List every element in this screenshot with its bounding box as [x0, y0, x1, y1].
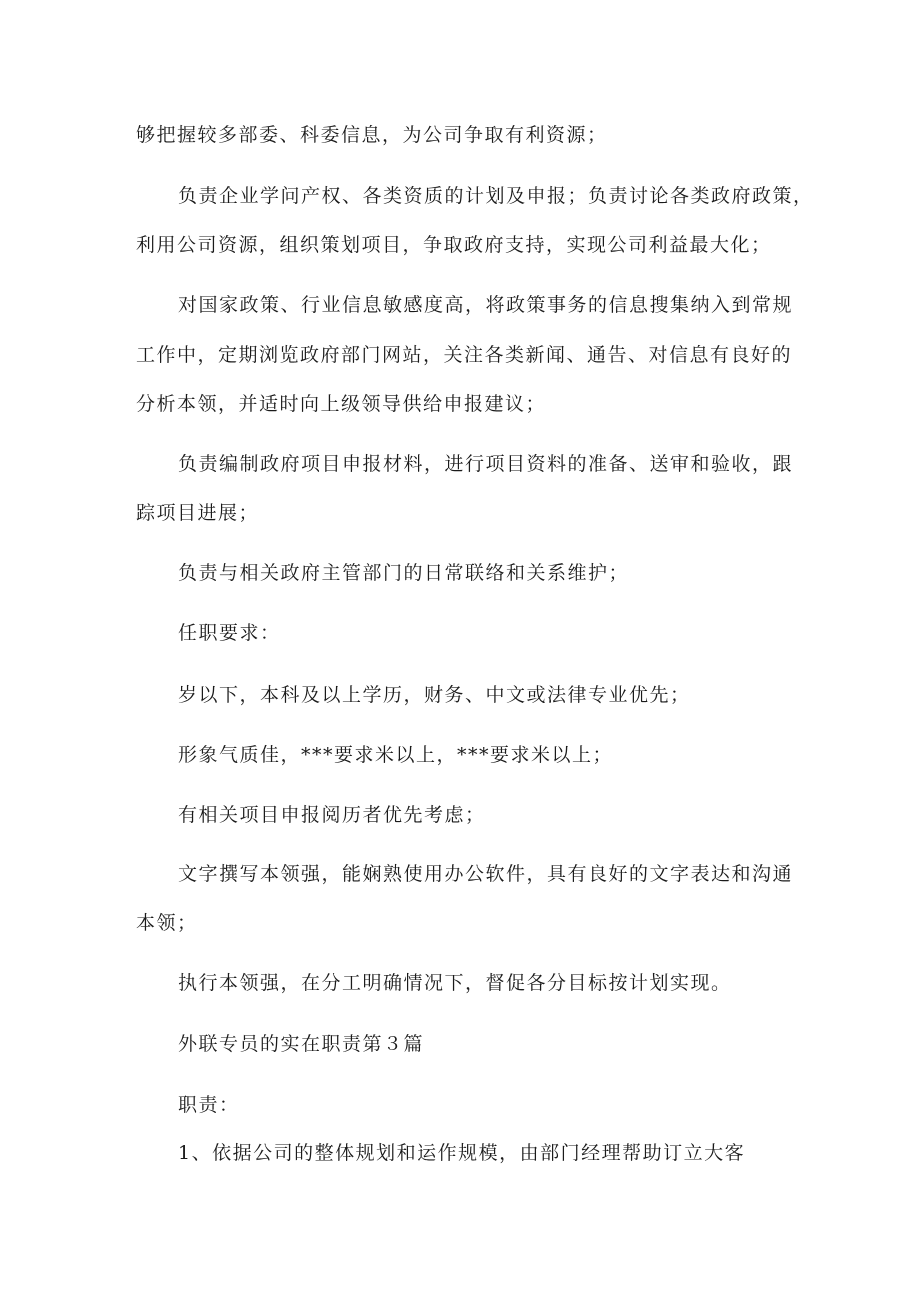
- body-text-line: 分析本领，并适时向上级领导供给申报建议；: [136, 393, 547, 415]
- body-text-line: 踪项目进展；: [136, 502, 260, 524]
- body-text-line: 岁以下，本科及以上学历，财务、中文或法律专业优先；: [178, 684, 691, 706]
- body-text-line: 负责编制政府项目申报材料，进行项目资料的准备、送审和验收，跟: [178, 453, 794, 475]
- body-text-line: 工作中，定期浏览政府部门网站，关注各类新闻、通告、对信息有良好的: [136, 344, 793, 366]
- body-text-line: 形象气质佳，***要求米以上，***要求米以上；: [178, 744, 614, 766]
- body-text-line: 1、依据公司的整体规划和运作规模，由部门经理帮助订立大客: [178, 1142, 746, 1164]
- body-text-line: 有相关项目申报阅历者优先考虑；: [178, 804, 486, 826]
- section-heading: 外联专员的实在职责第３篇: [178, 1033, 425, 1055]
- body-text-line: 执行本领强，在分工明确情况下，督促各分目标按计划实现。: [178, 972, 732, 994]
- section-label-duties: 职责：: [178, 1094, 240, 1116]
- body-text-line: 文字撰写本领强，能娴熟使用办公软件，具有良好的文字表达和沟通: [178, 863, 794, 885]
- section-label-requirements: 任职要求：: [178, 622, 281, 644]
- body-text-line: 利用公司资源，组织策划项目，争取政府支持，实现公司利益最大化；: [136, 234, 772, 256]
- body-text-line: 负责与相关政府主管部门的日常联络和关系维护；: [178, 562, 630, 584]
- body-text-line: 够把握较多部委、科委信息，为公司争取有利资源；: [136, 124, 608, 146]
- body-text-line: 对国家政策、行业信息敏感度高，将政策事务的信息搜集纳入到常规: [178, 294, 794, 316]
- body-text-line: 负责企业学问产权、各类资质的计划及申报；负责讨论各类政府政策，: [178, 185, 814, 207]
- body-text-line: 本领；: [136, 912, 198, 934]
